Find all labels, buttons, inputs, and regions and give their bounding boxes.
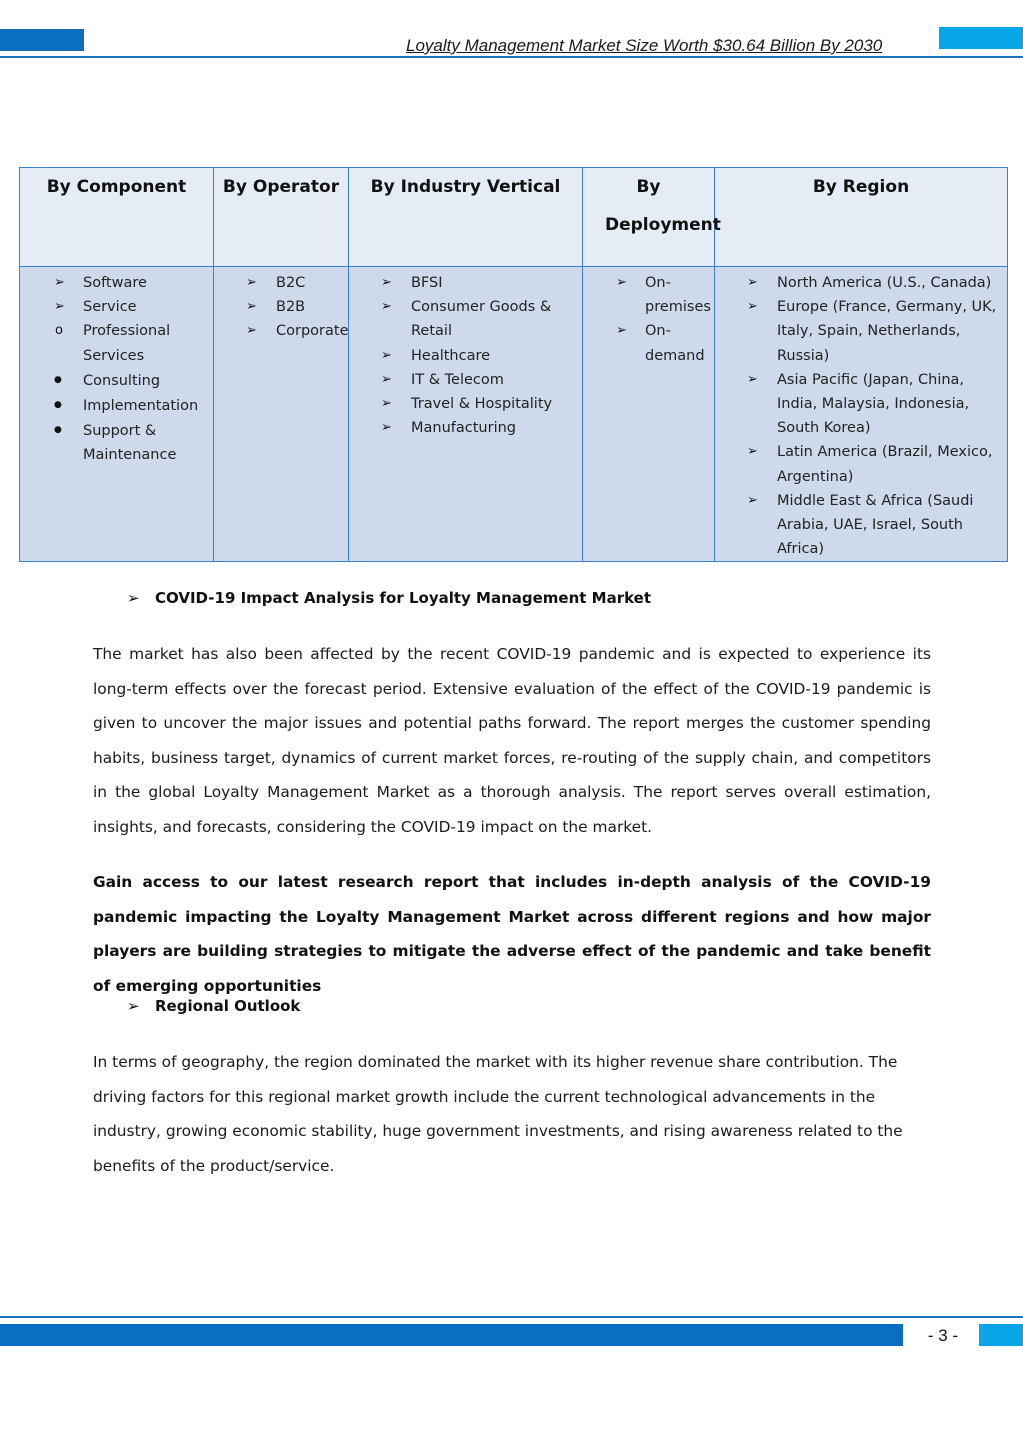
list-item: ➢ Healthcare xyxy=(411,344,574,368)
arrow-bullet-icon xyxy=(381,271,392,295)
arrow-bullet-icon xyxy=(616,271,627,295)
cell-region xyxy=(715,267,1008,562)
list-item: ➢ B2B xyxy=(276,295,348,319)
col-header-deployment: By Deployment xyxy=(583,168,715,267)
list-item: ● Implementation xyxy=(83,394,207,418)
page-number: - 3 - xyxy=(927,1326,959,1345)
cell-deployment xyxy=(583,267,715,562)
arrow-bullet-icon xyxy=(54,295,65,319)
footer-accent-bar xyxy=(0,1324,903,1346)
header-accent-block-right xyxy=(939,27,1023,49)
arrow-bullet-icon xyxy=(246,271,257,295)
arrow-bullet-icon: ➢ xyxy=(127,589,140,607)
list-item: ➢ Asia Pacific (Japan, China, India, Malaysia, Indonesia, South Korea) xyxy=(777,368,1007,441)
header-accent-block-left xyxy=(0,29,84,51)
list-item: ➢ Middle East & Africa (Saudi Arabia, UAE, Israel, South Africa) xyxy=(777,489,1007,562)
arrow-bullet-icon xyxy=(54,271,65,295)
list-item: ➢ Corporate xyxy=(276,319,348,343)
list-item: ➢ North America (U.S., Canada) xyxy=(777,271,1007,295)
arrow-bullet-icon xyxy=(381,368,392,392)
col-header-region: By Region xyxy=(715,168,1008,267)
list-item: ● Consulting xyxy=(83,369,207,393)
arrow-bullet-icon xyxy=(747,489,758,513)
dot-bullet-icon xyxy=(54,419,62,444)
list-item: ● Support & Maintenance xyxy=(83,419,207,467)
regional-outlook-heading: ➢ Regional Outlook xyxy=(127,997,301,1015)
dot-bullet-icon xyxy=(54,369,62,394)
list-item: ➢ Service xyxy=(83,295,207,319)
col-header-operator: By Operator xyxy=(214,168,349,267)
arrow-bullet-icon xyxy=(381,344,392,368)
list-item: o Professional Services xyxy=(83,319,207,367)
arrow-bullet-icon xyxy=(246,295,257,319)
table-body-row xyxy=(20,267,1008,562)
cell-component xyxy=(20,267,214,562)
list-item: ➢ Consumer Goods & Retail xyxy=(411,295,574,343)
list-item: ➢ B2C xyxy=(276,271,348,295)
table-header-row xyxy=(20,168,1008,267)
arrow-bullet-icon xyxy=(747,271,758,295)
list-item: ➢ BFSI xyxy=(411,271,574,295)
arrow-bullet-icon xyxy=(246,319,257,343)
footer-rule xyxy=(0,1316,1023,1318)
arrow-bullet-icon xyxy=(747,440,758,464)
covid-paragraph: The market has also been affected by the recent COVID-19 pandemic and is expected to experience its long-term effects over the forecast period. Extensive evaluation of the effect of the COVID-19 pandemic is given to uncover the major issues and potential paths forward. The report merges the customer spending habits, business target, dynamics of current market forces, re-routing of the supply chain, and competitors in the global Loyalty Management Market as a thorough analysis. The report serves overall estimation, insights, and forecasts, considering the COVID-19 impact on the market. xyxy=(93,645,931,836)
arrow-bullet-icon xyxy=(381,416,392,440)
list-item: ➢ Travel & Hospitality xyxy=(411,392,574,416)
col-header-industry-vertical: By Industry Vertical xyxy=(349,168,583,267)
dot-bullet-icon xyxy=(54,394,62,419)
regional-paragraph: In terms of geography, the region dominated the market with its higher revenue share contribution. The driving factors for this regional market growth include the current technological advancements in the industry, growing economic stability, huge government investments, and rising awareness related to the benefits of the product/service. xyxy=(93,1053,903,1175)
list-item: ➢ Manufacturing xyxy=(411,416,574,440)
circle-bullet-icon xyxy=(55,319,63,343)
list-item: ➢ Europe (France, Germany, UK, Italy, Spain, Netherlands, Russia) xyxy=(777,295,1007,368)
cell-industry-vertical xyxy=(349,267,583,562)
footer-accent-block-right xyxy=(979,1324,1023,1346)
arrow-bullet-icon xyxy=(381,295,392,319)
col-header-component: By Component xyxy=(20,168,214,267)
cell-operator xyxy=(214,267,349,562)
list-item: ➢ IT & Telecom xyxy=(411,368,574,392)
arrow-bullet-icon xyxy=(747,368,758,392)
header-title: Loyalty Management Market Size Worth $30.64 Billion By 2030 xyxy=(406,36,883,55)
arrow-bullet-icon xyxy=(747,295,758,319)
segmentation-table xyxy=(19,167,1008,562)
cta-paragraph: Gain access to our latest research report that includes in-depth analysis of the COVID-19 pandemic impacting the Loyalty Management Market across different regions and how major players are building strategies to mitigate the adverse effect of the pandemic and take benefit of emerging opportunities xyxy=(93,873,931,995)
covid-section-heading: ➢ COVID-19 Impact Analysis for Loyalty Management Market xyxy=(127,589,652,607)
list-item: ➢ On-demand xyxy=(645,319,712,367)
list-item: ➢ Software xyxy=(83,271,207,295)
list-item: ➢ Latin America (Brazil, Mexico, Argentina) xyxy=(777,440,1007,488)
arrow-bullet-icon: ➢ xyxy=(127,997,140,1015)
arrow-bullet-icon xyxy=(381,392,392,416)
header-rule xyxy=(0,56,1023,58)
list-item: ➢ On-premises xyxy=(645,271,712,319)
arrow-bullet-icon xyxy=(616,319,627,343)
